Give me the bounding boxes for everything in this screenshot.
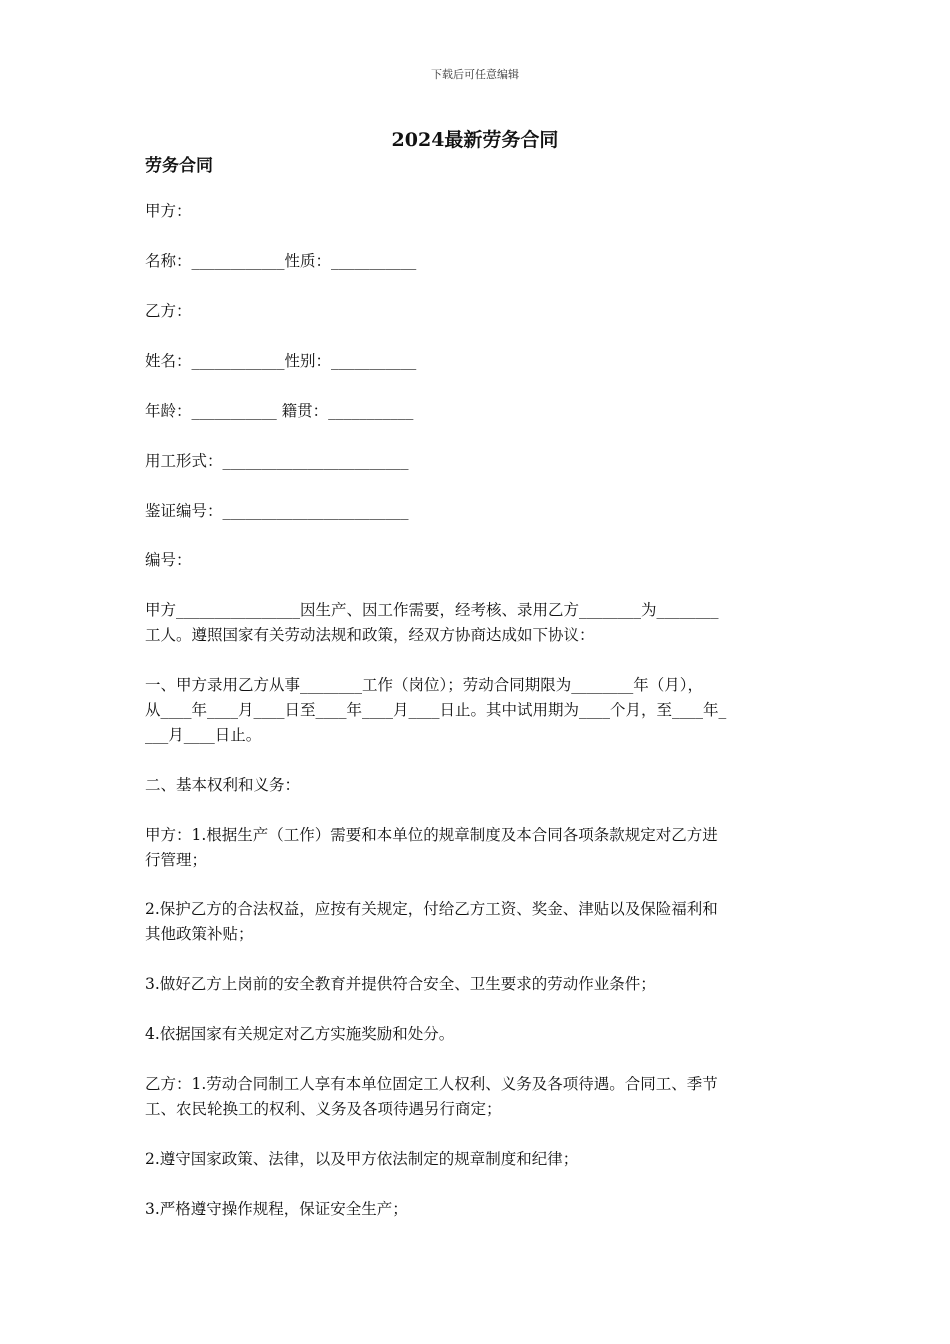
party-a-name-nature: 名称：____________性质：___________ bbox=[145, 252, 417, 270]
clause-1-line-1: 一、甲方录用乙方从事________工作（岗位）；劳动合同期限为________年（月）， bbox=[145, 676, 704, 694]
clause-1-line-3: ___月____日止。 bbox=[145, 726, 262, 744]
party-a-duty-2-line-2: 其他政策补贴； bbox=[145, 925, 254, 943]
party-b-label: 乙方： bbox=[145, 302, 192, 320]
party-b-name-gender: 姓名：____________性别：___________ bbox=[145, 352, 417, 370]
party-a-duty-1-line-2: 行管理； bbox=[145, 851, 208, 869]
clause-2-heading: 二、基本权利和义务： bbox=[145, 776, 301, 794]
employment-form: 用工形式：________________________ bbox=[145, 452, 409, 470]
document-subtitle: 劳务合同 bbox=[145, 156, 213, 176]
clause-1-line-2: 从____年____月____日至____年____月____日止。其中试用期为____个月，至____年_ bbox=[145, 701, 727, 719]
party-b-duty-3: 3.严格遵守操作规程，保证安全生产； bbox=[145, 1200, 408, 1218]
party-a-duty-4: 4.依据国家有关规定对乙方实施奖励和处分。 bbox=[145, 1025, 455, 1043]
paragraph-intro-line-1: 甲方________________因生产、因工作需要，经考核、录用乙方________为________ bbox=[145, 601, 719, 619]
party-a-duty-3: 3.做好乙方上岗前的安全教育并提供符合安全、卫生要求的劳动作业条件； bbox=[145, 975, 656, 993]
header-note: 下载后可任意编辑 bbox=[431, 68, 519, 81]
verification-number: 鉴证编号：________________________ bbox=[145, 502, 409, 520]
party-b-duty-2: 2.遵守国家政策、法律，以及甲方依法制定的规章制度和纪律； bbox=[145, 1150, 579, 1168]
party-b-right-1-line-2: 工、农民轮换工的权利、义务及各项待遇另行商定； bbox=[145, 1100, 502, 1118]
document-title: 2024最新劳务合同 bbox=[391, 129, 559, 151]
paragraph-intro-line-2: 工人。遵照国家有关劳动法规和政策，经双方协商达成如下协议： bbox=[145, 626, 595, 644]
party-b-age-origin: 年龄：___________ 籍贯：___________ bbox=[145, 402, 414, 420]
party-a-duty-2-line-1: 2.保护乙方的合法权益，应按有关规定，付给乙方工资、奖金、津贴以及保险福利和 bbox=[145, 900, 718, 918]
party-b-right-1-line-1: 乙方：1.劳动合同制工人享有本单位固定工人权利、义务及各项待遇。合同工、季节 bbox=[145, 1075, 718, 1093]
contract-number: 编号： bbox=[145, 551, 192, 569]
party-a-label: 甲方： bbox=[145, 202, 192, 220]
party-a-duty-1-line-1: 甲方：1.根据生产（工作）需要和本单位的规章制度及本合同各项条款规定对乙方进 bbox=[145, 826, 718, 844]
